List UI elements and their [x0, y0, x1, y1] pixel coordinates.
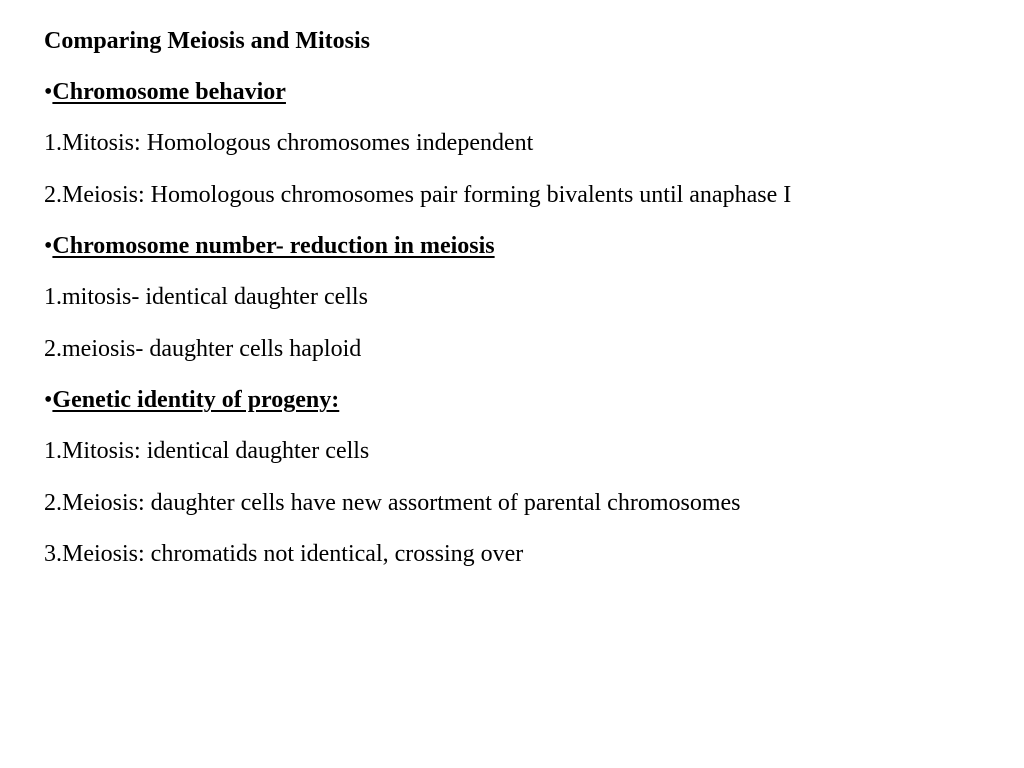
section-heading-chromosome-number [44, 232, 495, 260]
section-heading-label: Chromosome number- reduction in meiosis [52, 233, 495, 259]
bullet-icon: • [44, 79, 53, 105]
section-heading-label: Chromosome behavior [52, 79, 286, 105]
section-heading-label: Genetic identity of progeny: [52, 387, 340, 413]
slide-title: Comparing Meiosis and Mitosis [44, 28, 371, 54]
list-item: 1.Mitosis: Homologous chromosomes independent [44, 130, 534, 156]
list-item: 3.Meiosis: chromatids not identical, crossing over [44, 541, 524, 567]
bullet-icon: • [44, 233, 53, 259]
bullet-icon: • [44, 387, 53, 413]
list-item: 2.Meiosis: daughter cells have new assortment of parental chromosomes [44, 490, 741, 516]
list-item: 1.mitosis- identical daughter cells [44, 284, 368, 310]
section-heading-genetic-identity [44, 386, 339, 414]
section-heading-chromosome-behavior [44, 78, 286, 106]
list-item: 2.Meiosis: Homologous chromosomes pair forming bivalents until anaphase I [44, 182, 792, 208]
list-item: 1.Mitosis: identical daughter cells [44, 438, 370, 464]
list-item: 2.meiosis- daughter cells haploid [44, 336, 362, 362]
